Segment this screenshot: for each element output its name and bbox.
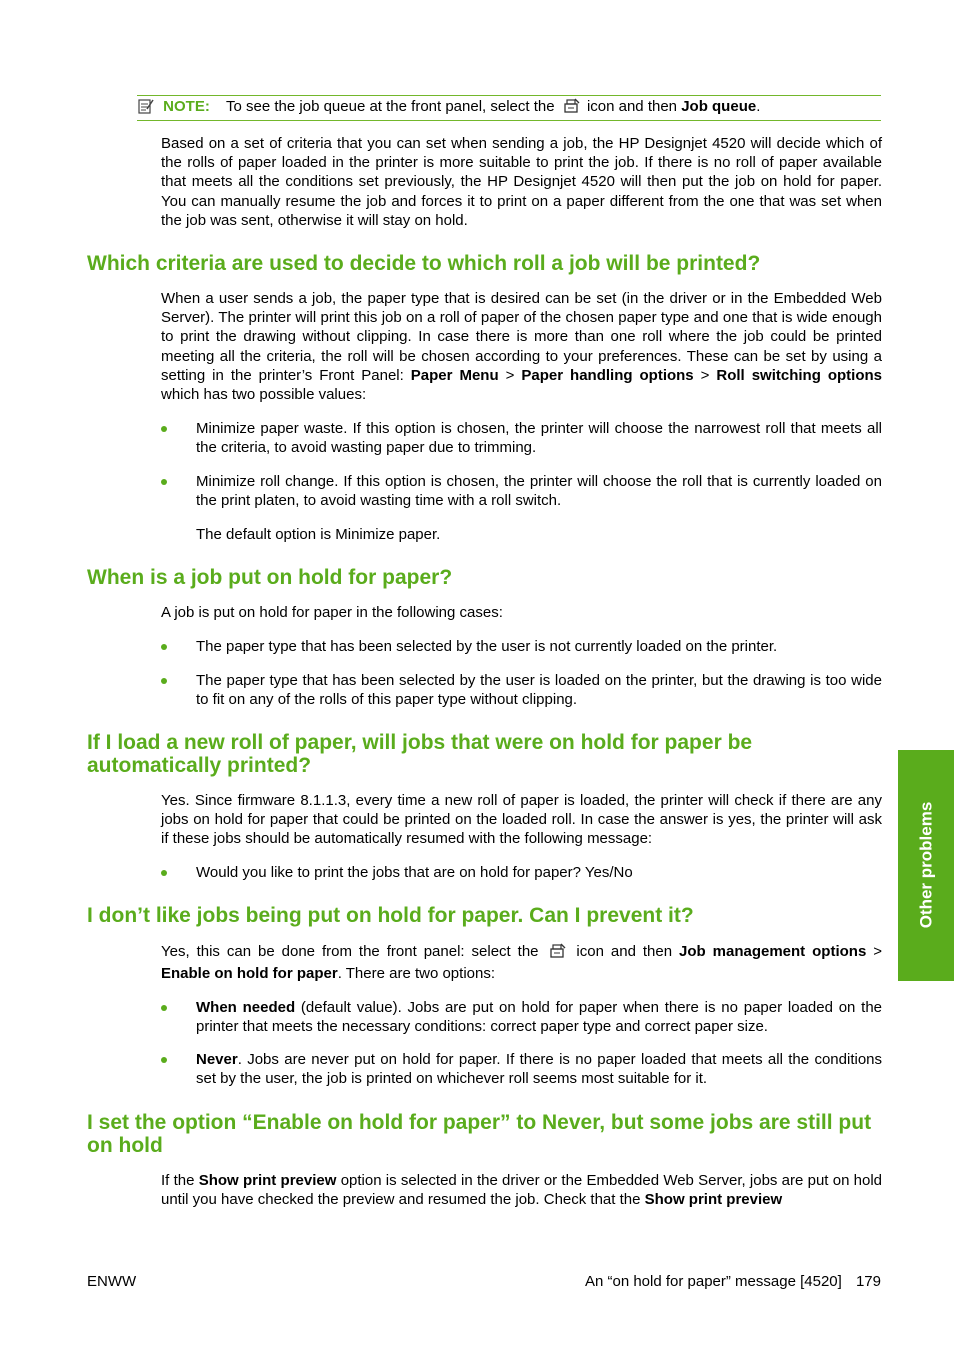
- default-option-note: The default option is Minimize paper.: [196, 526, 441, 543]
- bullet-icon: [161, 1057, 167, 1063]
- bullet-icon: [161, 479, 167, 485]
- section-heading-criteria: Which criteria are used to decide to which roll a job will be printed?: [87, 252, 761, 275]
- section-heading-new-roll: If I load a new roll of paper, will jobs that were on hold for paper be automatically printed?: [87, 731, 753, 777]
- footer-left: ENWW: [87, 1273, 137, 1290]
- hold-intro: A job is put on hold for paper in the following cases:: [161, 604, 503, 621]
- note-top-rule: [137, 95, 881, 96]
- list-item: The paper type that has been selected by the user is not currently loaded on the printer.: [161, 637, 882, 656]
- note-end: .: [756, 98, 761, 115]
- criteria-paragraph: When a user sends a job, the paper type that is desired can be set (in the driver or in the Embedded Web Server). The printer will print this job on a roll of paper of the chosen paper type and one that is wide enough to print the drawing without clipping. In case there is more than one roll where the job could be printed meeting all the criteria, the roll will be chosen according to your preferences. These can be set by using a setting in the printer’s Front Panel: Paper Menu > Paper handling options > Roll switching options which has two possible values:: [161, 290, 883, 404]
- footer-right: [585, 1272, 881, 1291]
- note-icon: [137, 97, 155, 115]
- note-text: To see the job queue at the front panel, select the: [226, 98, 555, 115]
- never-paragraph: If the Show print preview option is selected in the driver or the Embedded Web Server, jobs are put on hold until you have checked the preview and resumed the job. Check that the Show print preview: [161, 1172, 883, 1209]
- chapter-side-tab[interactable]: [898, 750, 954, 981]
- note-bold: Job queue: [681, 98, 757, 115]
- note-label: NOTE:: [163, 98, 210, 115]
- section-heading-hold: When is a job put on hold for paper?: [87, 566, 453, 589]
- printer-tools-icon: [548, 942, 566, 960]
- intro-paragraph: Based on a set of criteria that you can set when sending a job, the HP Designjet 4520 will decide which of the rolls of paper loaded in the printer is more suitable to print the job. If there is no roll of paper available that meets all the conditions set previously, the HP Designjet 4520 will then put the job on hold for paper. You can manually resume the job and forces it to print on a paper different from the one that was set when the job was sent, otherwise it will stay on hold.: [161, 135, 882, 229]
- bullet-icon: [161, 644, 167, 650]
- note-bottom-rule: [137, 120, 881, 121]
- prevent-paragraph: Yes, this can be done from the front panel: select the icon and then Job management options > Enable on hold for paper. There are two options:: [161, 943, 883, 982]
- list-item: Minimize roll change. If this option is chosen, the printer will choose the roll that is currently loaded on the print platen, to avoid wasting time with a roll switch.: [161, 472, 882, 510]
- section-heading-prevent: I don’t like jobs being put on hold for paper. Can I prevent it?: [87, 904, 694, 927]
- section-heading-never: I set the option “Enable on hold for paper” to Never, but some jobs are still put on hold: [87, 1111, 872, 1157]
- new-roll-paragraph: Yes. Since firmware 8.1.1.3, every time a new roll of paper is loaded, the printer will check if there are any jobs on hold for paper that could be printed on the loaded roll. In case the answer is yes, the printer will ask if these jobs should be automatically resumed with the following message:: [161, 792, 882, 848]
- note-text-after: icon and then: [586, 98, 678, 115]
- note: [137, 97, 881, 116]
- bullet-icon: [161, 870, 167, 876]
- bullet-icon: [161, 426, 167, 432]
- bullet-icon: [161, 678, 167, 684]
- chapter-side-tab-label: Other problems: [916, 801, 936, 929]
- list-item: Never. Jobs are never put on hold for paper. If there is no paper loaded that meets all the conditions set by the user, the job is printed on whichever roll seems most suitable for it.: [161, 1050, 882, 1088]
- list-item: The paper type that has been selected by the user is loaded on the printer, but the drawing is too wide to fit on any of the rolls of this paper type without clipping.: [161, 671, 882, 709]
- bullet-icon: [161, 1005, 167, 1011]
- list-item: When needed (default value). Jobs are put on hold for paper when there is no paper loaded on the printer that meets the necessary conditions: correct paper type and correct paper size.: [161, 998, 882, 1036]
- page-number: 179: [855, 1273, 881, 1290]
- footer-title: An “on hold for paper” message [4520]: [584, 1273, 842, 1290]
- list-item: Minimize paper waste. If this option is chosen, the printer will choose the narrowest roll that meets all the criteria, to avoid wasting paper due to trimming.: [161, 419, 882, 457]
- list-item: Would you like to print the jobs that are on hold for paper? Yes/No: [161, 863, 882, 882]
- printer-tools-icon: [562, 97, 580, 115]
